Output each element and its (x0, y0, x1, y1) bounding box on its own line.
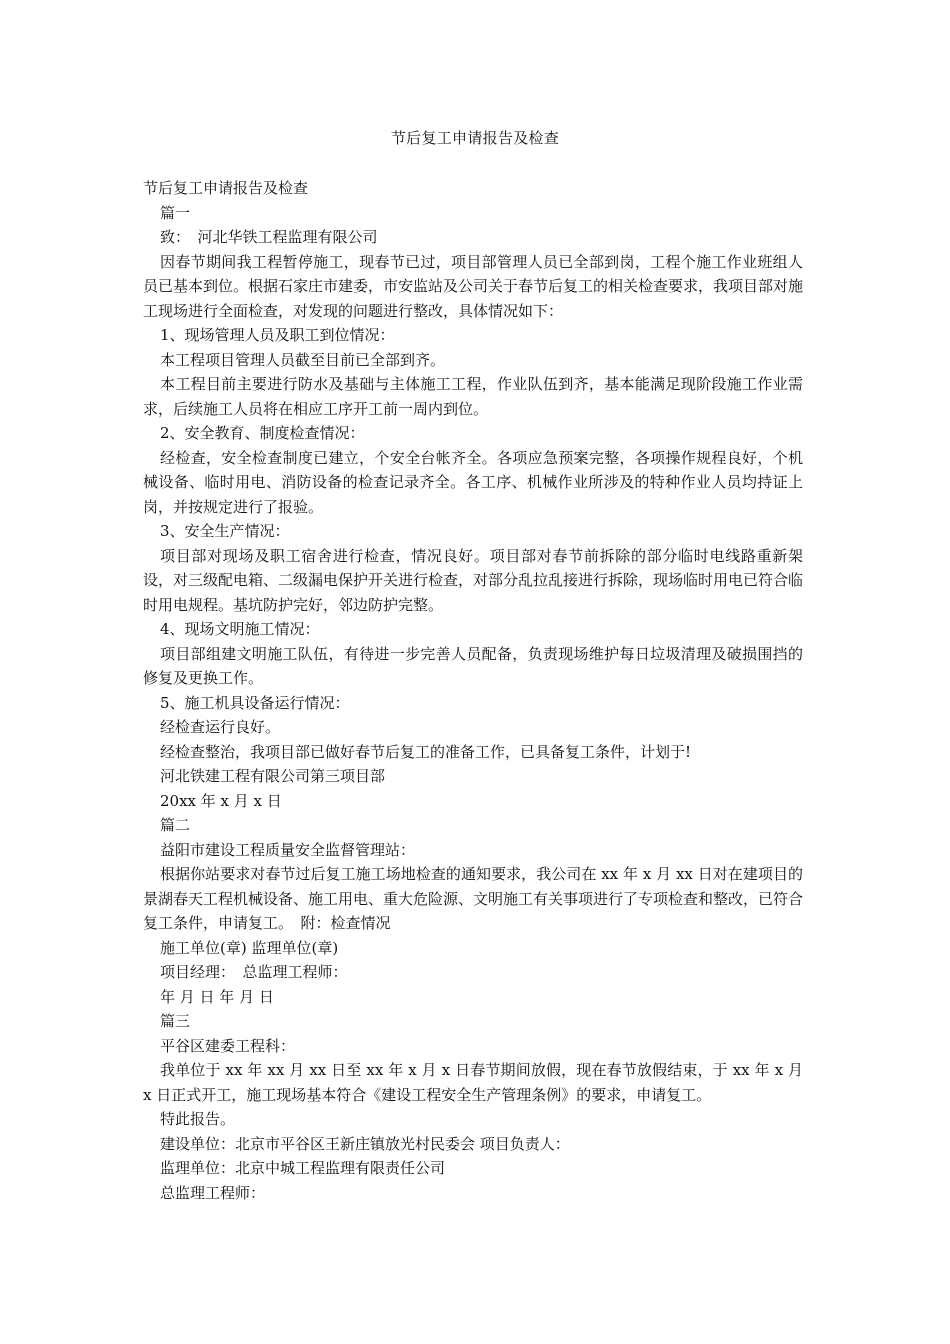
document-heading: 节后复工申请报告及检查 (143, 179, 309, 197)
paragraph: 项目部对现场及职工宿舍进行检查，情况良好。项目部对春节前拆除的部分临时电线路重新架设，对三级配电箱、二级漏电保护开关进行检查，对部分乱拉乱接进行拆除，现场临时用电已符合临时用电规程。基坑防护完好，邻边防护完整。 (143, 546, 804, 614)
signature-line: 施工单位(章) 监理单位(章) (160, 938, 339, 957)
paragraph: 本工程项目管理人员截至目前已全部到齐。 (160, 350, 446, 369)
date-line: 年 月 日 年 月 日 (160, 987, 274, 1006)
document-title: 节后复工申请报告及检查 (390, 129, 560, 147)
paragraph: 项目部组建文明施工队伍，有待进一步完善人员配备，负责现场维护每日垃圾清理及破损围挡的修复及更换工作。 (143, 644, 803, 687)
signature-line: 监理单位：北京中城工程监理有限责任公司 (160, 1159, 446, 1177)
signature-line: 建设单位：北京市平谷区王新庄镇放光村民委会 项目负责人： (160, 1134, 570, 1153)
paragraph: 本工程目前主要进行防水及基础与主体施工工程，作业队伍到齐，基本能满足现阶段施工作业需求，后续施工人员将在相应工序开工前一周内到位。 (143, 375, 803, 418)
item-heading: 5、施工机具设备运行情况： (160, 693, 350, 712)
paragraph: 根据你站要求对春节过后复工施工场地检查的通知要求，我公司在 xx 年 x 月 xx 日对在建项目的景湖春天工程机械设备、施工用电、重大危险源、文明施工有关事项进行了专项检查和整改，已符合复工条件，申请复工。 附：检查情况 (143, 865, 804, 932)
section-label-1: 篇一 (160, 203, 191, 222)
section-label-2: 篇二 (160, 816, 191, 834)
paragraph: 经检查整治，我项目部已做好春节后复工的准备工作，已具备复工条件，计划于! (160, 742, 692, 761)
intro-paragraph: 因春节期间我工程暂停施工，现春节已过，项目部管理人员已全部到岗，工程个施工作业班组人员已基本到位。根据石家庄市建委，市安监站及公司关于春节后复工的相关检查要求，我项目部对施工现场进行全面检查，对发现的问题进行整改，具体情况如下： (143, 252, 804, 320)
document-body (143, 176, 803, 1205)
addressee-line: 致： 河北华铁工程监理有限公司 (160, 228, 378, 246)
paragraph: 我单位于 xx 年 xx 月 xx 日至 xx 年 x 月 x 日春节期间放假，现在春节放假结束，于 xx 年 x 月 x 日正式开工，施工现场基本符合《建设工程安全生产管理条例》的要求，申请复工。 (143, 1061, 803, 1104)
addressee-line: 平谷区建委工程科： (160, 1036, 296, 1055)
item-heading: 4、现场文明施工情况： (160, 620, 320, 638)
paragraph: 经检查运行良好。 (160, 718, 281, 736)
section-label-3: 篇三 (160, 1012, 191, 1030)
paragraph: 经检查，安全检查制度已建立，个安全台帐齐全。各项应急预案完整，各项操作规程良好，个机械设备、临时用电、消防设备的检查记录齐全。各工序、机械作业所涉及的特种作业人员均持证上岗，并按规定进行了报验。 (143, 448, 803, 516)
item-heading: 2、安全教育、制度检查情况： (160, 424, 365, 442)
signature-line: 河北铁建工程有限公司第三项目部 (160, 767, 386, 785)
signature-line: 总监理工程师： (160, 1183, 266, 1202)
signature-line: 项目经理： 总监理工程师： (160, 963, 348, 981)
addressee-line: 益阳市建设工程质量安全监督管理站： (160, 840, 416, 859)
paragraph: 特此报告。 (160, 1110, 236, 1128)
item-heading: 1、现场管理人员及职工到位情况： (160, 326, 395, 344)
item-heading: 3、安全生产情况： (160, 522, 290, 540)
date-line: 20xx 年 x 月 x 日 (160, 791, 282, 810)
